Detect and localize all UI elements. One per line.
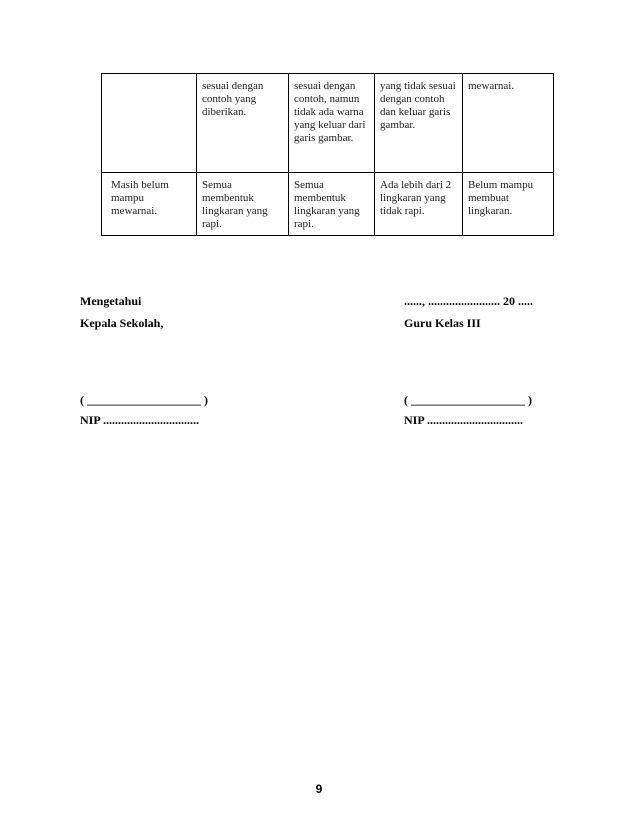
table-row	[102, 173, 554, 236]
acknowledge-label: Mengetahui	[80, 294, 142, 308]
principal-nip: NIP ................................	[80, 413, 200, 427]
teacher-nip: NIP ................................	[404, 413, 524, 427]
table-cell: Semua membentuk lingkaran yang rapi.	[289, 173, 375, 236]
date-line: ......, ........................ 20 .....	[404, 294, 533, 308]
table-cell: Belum mampu membuat lingkaran.	[463, 173, 554, 236]
assessment-rubric-table	[101, 73, 554, 236]
table-row	[102, 74, 554, 173]
table-cell: Ada lebih dari 2 lingkaran yang tidak rapi.	[375, 173, 463, 236]
table-cell: Masih belum mampu mewarnai.	[102, 173, 197, 236]
principal-role-label: Kepala Sekolah,	[80, 316, 164, 330]
table-cell: sesuai dengan contoh, namun tidak ada warna yang keluar dari garis gambar.	[289, 74, 375, 173]
table-cell: Semua membentuk lingkaran yang rapi.	[197, 173, 289, 236]
page-number: 9	[315, 782, 323, 796]
teacher-role-label: Guru Kelas III	[404, 316, 481, 330]
principal-name-line: ( ___________________ )	[80, 393, 208, 407]
table-cell: yang tidak sesuai dengan contoh dan keluar garis gambar.	[375, 74, 463, 173]
table-cell	[102, 74, 197, 173]
table-cell: sesuai dengan contoh yang diberikan.	[197, 74, 289, 173]
teacher-name-line: ( ___________________ )	[404, 393, 532, 407]
table-cell: mewarnai.	[463, 74, 554, 173]
